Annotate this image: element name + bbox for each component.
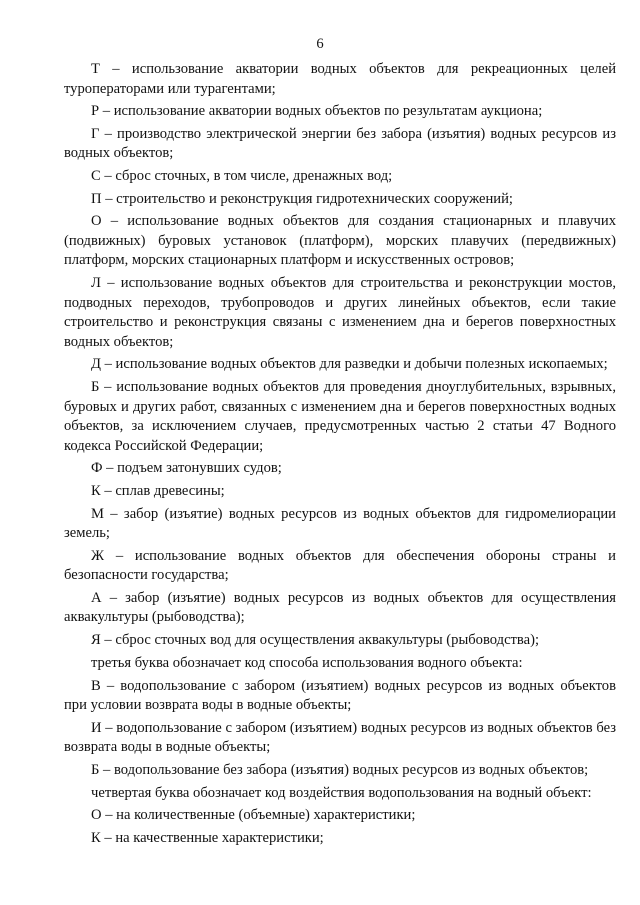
document-body <box>64 60 616 852</box>
paragraph-d-minerals: Д – использование водных объектов для разведки и добычи полезных ископаемых; <box>91 356 608 373</box>
paragraph-p-construction: П – строительство и реконструкция гидротехнических сооружений; <box>91 190 513 207</box>
page-number: 6 <box>316 36 324 52</box>
paragraph-zh-defense: Ж – использование водных объектов для обеспечения обороны страны и безопасности государства; <box>64 547 616 584</box>
paragraph-i-without-return: И – водопользование с забором (изъятием) водных ресурсов из водных объектов без возврата воды в водные объекты; <box>64 719 616 756</box>
paragraph-l-linear-objects: Л – использование водных объектов для строительства и реконструкции мостов, подводных переходов, трубопроводов и других линейных объектов, если такие строительство и реконструкция связаны с изменением дна и берегов поверхностных водных объектов; <box>64 275 616 350</box>
paragraph-a-aquaculture-intake: А – забор (изъятие) водных ресурсов из водных объектов для осуществления аквакультуры (рыбоводства); <box>64 589 616 626</box>
paragraph-t-recreation: Т – использование акватории водных объектов для рекреационных целей туроператорами или турагентами; <box>64 61 616 97</box>
paragraph-f-raising-ships: Ф – подъем затонувших судов; <box>91 460 282 477</box>
paragraph-v-with-return: В – водопользование с забором (изъятием) водных ресурсов из водных объектов при условии возврата воды в водные объекты; <box>64 677 616 713</box>
paragraph-g-energy: Г – производство электрической энергии без забора (изъятия) водных ресурсов из водных объектов; <box>64 125 616 162</box>
paragraph-s-discharge: С – сброс сточных, в том числе, дренажных вод; <box>91 168 393 185</box>
paragraph-m-land-reclamation: М – забор (изъятие) водных ресурсов из водных объектов для гидромелиорации земель; <box>64 505 616 542</box>
paragraph-o-quantitative: О – на количественные (объемные) характеристики; <box>91 807 416 824</box>
paragraph-b-dredging: Б – использование водных объектов для проведения дноуглубительных, взрывных, буровых и других работ, связанных с изменением дна и берегов поверхностных водных объектов, за исключением случаев, предусмотренных частью 2 статьи 47 Водного кодекса Российской Федерации; <box>64 379 616 454</box>
paragraph-b-without-intake: Б – водопользование без забора (изъятия) водных ресурсов из водных объектов; <box>91 761 589 778</box>
paragraph-fourth-letter: четвертая буква обозначает код воздействия водопользования на водный объект: <box>91 784 592 801</box>
paragraph-ya-aquaculture-discharge: Я – сброс сточных вод для осуществления аквакультуры (рыбоводства); <box>91 632 540 649</box>
paragraph-k-qualitative: К – на качественные характеристики; <box>91 829 324 846</box>
paragraph-o-platforms: О – использование водных объектов для создания стационарных и плавучих (подвижных) буровых установок (платформ), морских плавучих (передвижных) платформ, морских стационарных платформ и искусственных островов; <box>64 213 616 269</box>
paragraph-third-letter: третья буква обозначает код способа использования водного объекта: <box>91 654 523 671</box>
paragraph-k-timber-rafting: К – сплав древесины; <box>91 482 225 499</box>
paragraph-r-auction: Р – использование акватории водных объектов по результатам аукциона; <box>91 103 543 120</box>
